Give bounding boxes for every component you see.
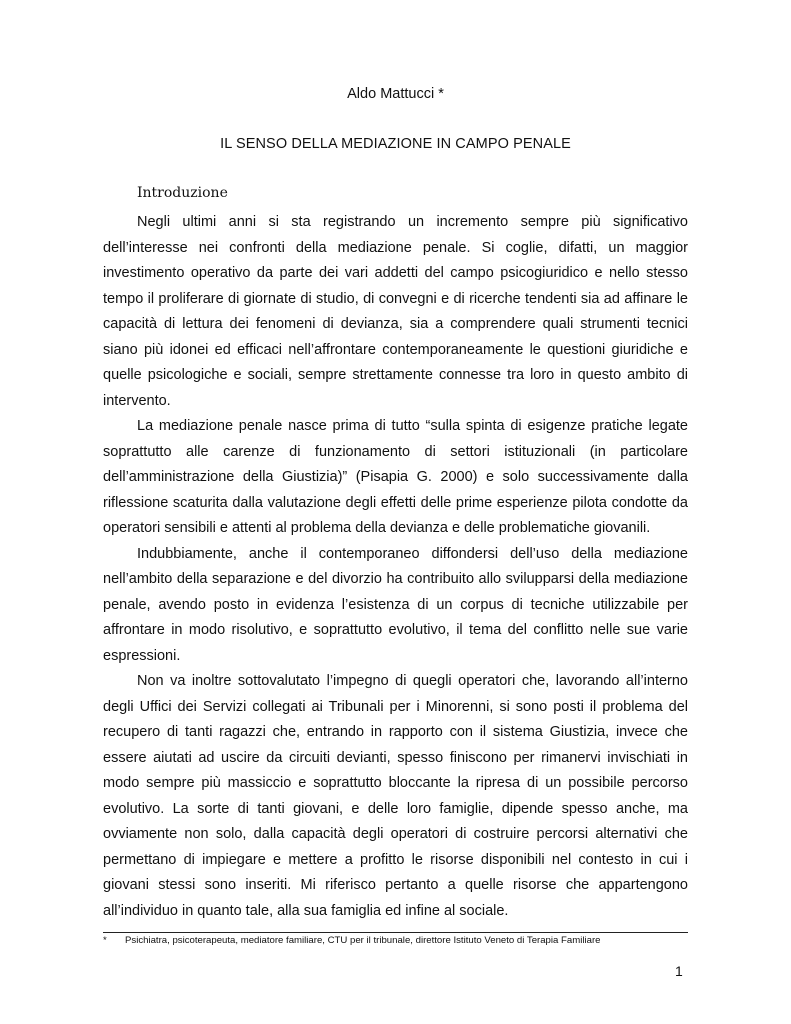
author-name: Aldo Mattucci * bbox=[347, 86, 444, 102]
page-number: 1 bbox=[675, 963, 683, 979]
footnote-marker: * bbox=[103, 935, 107, 946]
section-heading: Introduzione bbox=[137, 185, 228, 201]
paragraph: La mediazione penale nasce prima di tutto “sulla spinta di esigenze pratiche legate soprattutto alle carenze di funzionamento di settori istituzionali (in particolare dell’amministrazione della Giustizia)” (Pisapia G. 2000) e solo successivamente dalla riflessione scaturita dalla valutazione degli effetti delle prime esperienze pilota condotte da operatori sensibili e attenti al problema della devianza e delle problematiche giovanili. bbox=[103, 418, 688, 536]
footnote bbox=[103, 935, 703, 946]
document-title: IL SENSO DELLA MEDIAZIONE IN CAMPO PENALE bbox=[220, 136, 571, 152]
paragraph: Indubbiamente, anche il contemporaneo diffondersi dell’uso della mediazione nell’ambito della separazione e del divorzio ha contribuito allo svilupparsi della mediazione penale, avendo posto in evidenza l’esistenza di un corpus di tecniche utilizzabile per affrontare in modo risolutivo, e soprattutto evolutivo, il tema del conflitto nelle sue varie espressioni. bbox=[103, 545, 688, 664]
paragraph: Non va inoltre sottovalutato l’impegno di quegli operatori che, lavorando all’interno degli Uffici dei Servizi collegati ai Tribunali per i Minorenni, si sono posti il problema del recupero di tanti ragazzi che, entrando in rapporto con il sistema Giustizia, invece che essere aiutati ad uscire da circuiti devianti, spesso finiscono per rimanervi invischiati in modo sempre più massiccio e soprattutto bloccante la ripresa di un possibile percorso evolutivo. La sorte di tanti giovani, e delle loro famiglie, dipende spesso anche, ma ovviamente non solo, dalla capacità degli operatori di costruire percorsi alternativi che permettano di impiegare e mettere a profitto le risorse disponibili nel contesto in cui i giovani stessi sono inseriti. Mi riferisco pertanto a quelle risorse che appartengono all’individuo in quanto tale, alla sua famiglia ed infine al sociale. bbox=[103, 673, 688, 919]
footnote-divider bbox=[103, 932, 688, 933]
paragraph: Negli ultimi anni si sta registrando un incremento sempre più significativo dell’interesse nei confronti della mediazione penale. Si coglie, difatti, un maggior investimento operativo da parte dei vari addetti del campo psicogiuridico e nello stesso tempo il proliferare di giornate di studio, di convegni e di ricerche tendenti sia ad affinare le capacità di lettura dei fenomeni di devianza, sia a comprendere quali strumenti tecnici siano più idonei ed efficaci nell’affrontare contemporaneamente le questioni giuridiche e quelle psicologiche e sociali, sempre strettamente connesse tra loro in questo ambito di intervento. bbox=[103, 214, 688, 409]
body-text bbox=[103, 210, 688, 924]
footnote-text: Psichiatra, psicoterapeuta, mediatore familiare, CTU per il tribunale, direttore Istituto Veneto di Terapia Familiare bbox=[125, 935, 601, 946]
